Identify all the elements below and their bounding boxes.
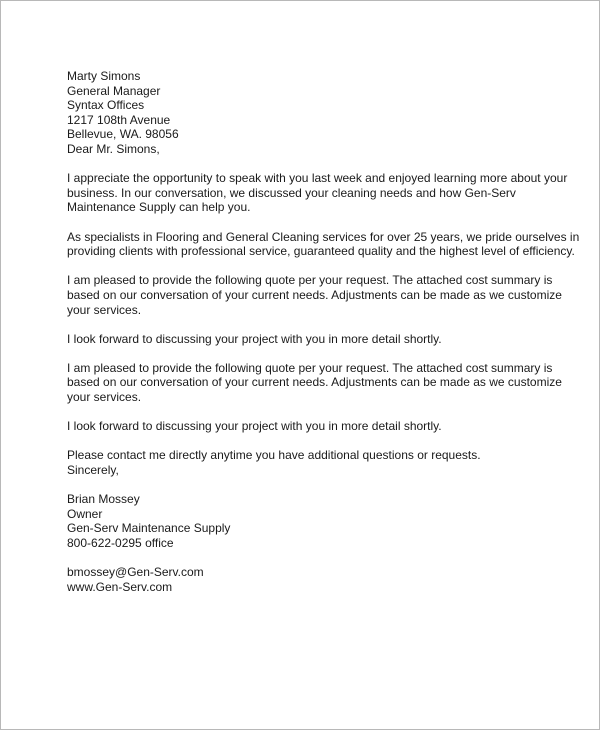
- paragraph-line: I appreciate the opportunity to speak with you last week and enjoyed learning more about your: [67, 171, 568, 186]
- paragraph-line: your services.: [67, 390, 142, 405]
- paragraph-line: business. In our conversation, we discussed your cleaning needs and how Gen-Serv: [67, 185, 516, 200]
- sender-title: Owner: [67, 506, 103, 521]
- paragraph-line: your services.: [67, 302, 142, 317]
- letter-body: [67, 69, 580, 594]
- paragraph-line: I am pleased to provide the following quote per your request. The attached cost summary is: [67, 360, 553, 375]
- paragraph-2: [67, 229, 580, 259]
- recipient-company: Syntax Offices: [67, 98, 145, 113]
- recipient-name: Marty Simons: [67, 69, 141, 83]
- paragraph-4: [67, 332, 547, 347]
- paragraph-line: based on our conversation of your current needs. Adjustments can be made as we customize: [67, 287, 562, 302]
- paragraph-line: Please contact me directly anytime you have additional questions or requests.: [67, 448, 481, 463]
- paragraph-line: providing clients with professional service, guaranteed quality and the highest level of efficiency.: [67, 244, 575, 259]
- paragraph-7: [67, 448, 547, 463]
- sender-phone: 800-622-0295 office: [67, 536, 174, 550]
- paragraph-line: I look forward to discussing your project with you in more detail shortly.: [67, 419, 442, 434]
- sender-company: Gen-Serv Maintenance Supply: [67, 521, 231, 536]
- paragraph-1: [67, 171, 568, 215]
- paragraph-line: As specialists in Flooring and General Cleaning services for over 25 years, we pride ourselves in: [67, 229, 580, 244]
- recipient-city: Bellevue, WA. 98056: [67, 127, 179, 142]
- paragraph-line: based on our conversation of your current needs. Adjustments can be made as we customize: [67, 375, 562, 390]
- recipient-title: General Manager: [67, 83, 161, 98]
- recipient-address: [67, 69, 547, 142]
- paragraph-line: I look forward to discussing your project with you in more detail shortly.: [67, 331, 442, 346]
- salutation: Dear Mr. Simons,: [67, 141, 160, 156]
- sender-signature-block: [67, 492, 547, 550]
- paragraph-5: [67, 360, 562, 405]
- sender-contact: [67, 565, 547, 594]
- recipient-street: 1217 108th Avenue: [67, 112, 171, 127]
- sender-website: www.Gen-Serv.com: [67, 579, 173, 594]
- paragraph-line: Maintenance Supply can help you.: [67, 200, 251, 215]
- paragraph-line: I am pleased to provide the following quote per your request. The attached cost summary is: [67, 273, 553, 288]
- sender-email: bmossey@Gen-Serv.com: [67, 565, 204, 580]
- paragraph-6: [67, 419, 547, 434]
- sender-name: Brian Mossey: [67, 492, 140, 507]
- closing: Sincerely,: [67, 463, 119, 478]
- paragraph-3: [67, 273, 562, 317]
